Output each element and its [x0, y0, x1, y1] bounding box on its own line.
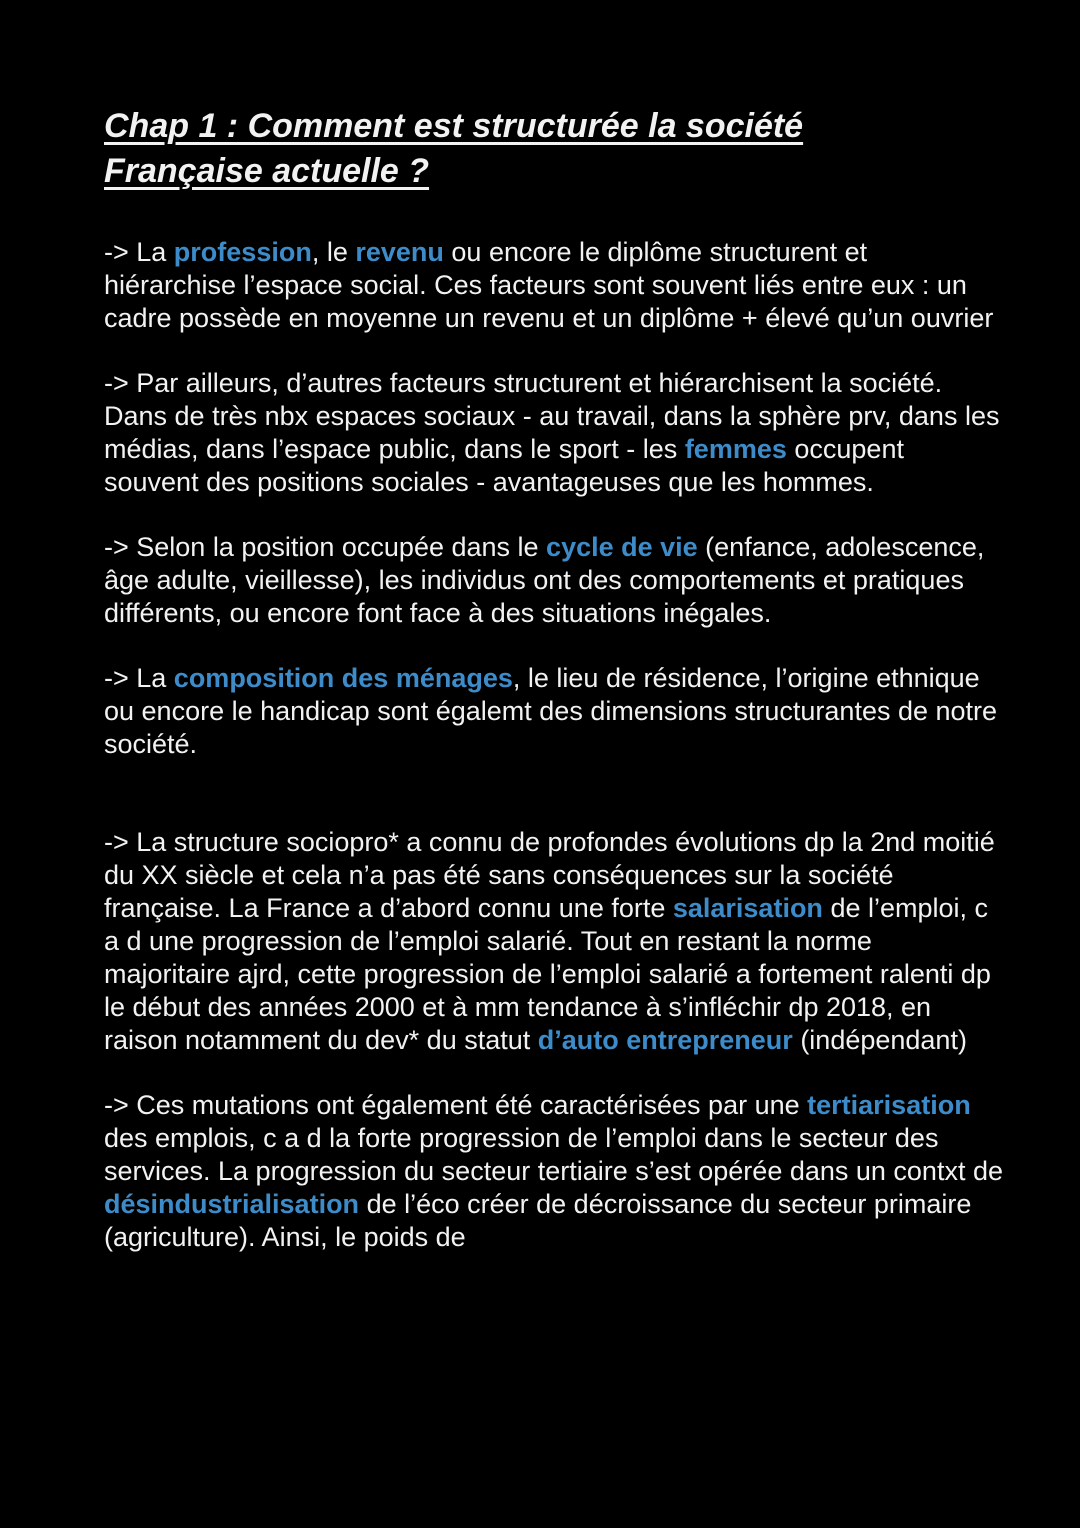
paragraph-text: occupent souvent des positions sociales - avantageuses que les hommes. [104, 434, 904, 497]
title-line-1: Chap 1 : Comment est structurée la société [104, 107, 804, 145]
paragraph-text: ou encore le diplôme structurent et hiérarchise l’espace social. Ces facteurs sont souvent liés entre eux : un cadre possède en moyenne un revenu et un diplôme + élevé qu’un ouvrier [104, 237, 994, 333]
highlighted-term: cycle de vie [546, 532, 698, 562]
highlighted-term: composition des ménages [173, 663, 513, 693]
paragraph-text: (indépendant) [792, 1025, 967, 1055]
paragraph-text: (enfance, adolescence, âge adulte, vieillesse), les individus ont des comportements et pratiques différents, ou encore font face à des situations inégales. [104, 532, 985, 628]
paragraph-text: -> La structure sociopro* a connu de profondes évolutions dp la 2nd moitié du XX siècle et cela n’a pas été sans conséquences sur la société française. La France a d’abord connu une forte [104, 827, 995, 923]
highlighted-term: d’auto entrepreneur [537, 1025, 793, 1055]
paragraph-text: -> La [104, 237, 174, 267]
paragraph-3 [104, 531, 1004, 630]
document-page [104, 104, 1004, 1254]
paragraph-text: -> Ces mutations ont également été caractérisées par une [104, 1090, 808, 1120]
paragraph-text: -> Selon la position occupée dans le [104, 532, 547, 562]
paragraph-2 [104, 367, 1004, 499]
highlighted-term: femmes [684, 434, 787, 464]
highlighted-term: profession [173, 237, 312, 267]
paragraph-text: de l’éco créer de décroissance du secteur primaire (agriculture). Ainsi, le poids de [104, 1189, 972, 1252]
title-line-2: Française actuelle ? [104, 152, 430, 190]
highlighted-term: désindustrialisation [104, 1189, 360, 1219]
paragraph-4 [104, 662, 1004, 761]
highlighted-term: salarisation [672, 893, 823, 923]
paragraph-text: -> Par ailleurs, d’autres facteurs structurent et hiérarchisent la société. Dans de très nbx espaces sociaux - au travail, dans la sphère prv, dans les médias, dans l’espace public, dans le sport - les [104, 368, 1000, 464]
paragraph-text: de l’emploi, c a d une progression de l’emploi salarié. Tout en restant la norme majoritaire ajrd, cette progression de l’emploi salarié a fortement ralenti dp le début des années 2000 et à mm tendance à s’infléchir dp 2018, en raison notamment du dev* du statut [104, 893, 991, 1055]
paragraph-text: , le [311, 237, 356, 267]
highlighted-term: tertiarisation [807, 1090, 971, 1120]
paragraph-text: des emplois, c a d la forte progression de l’emploi dans le secteur des services. La progression du secteur tertiaire s’est opérée dans un contxt de [104, 1123, 1003, 1186]
highlighted-term: revenu [355, 237, 444, 267]
paragraph-6 [104, 1089, 1004, 1254]
paragraph-1 [104, 236, 1004, 335]
paragraph-text: -> La [104, 663, 174, 693]
paragraph-5 [104, 826, 1004, 1057]
page-title [104, 104, 1004, 194]
paragraph-text: , le lieu de résidence, l’origine ethnique ou encore le handicap sont égalemt des dimensions structurantes de notre société. [104, 663, 998, 759]
